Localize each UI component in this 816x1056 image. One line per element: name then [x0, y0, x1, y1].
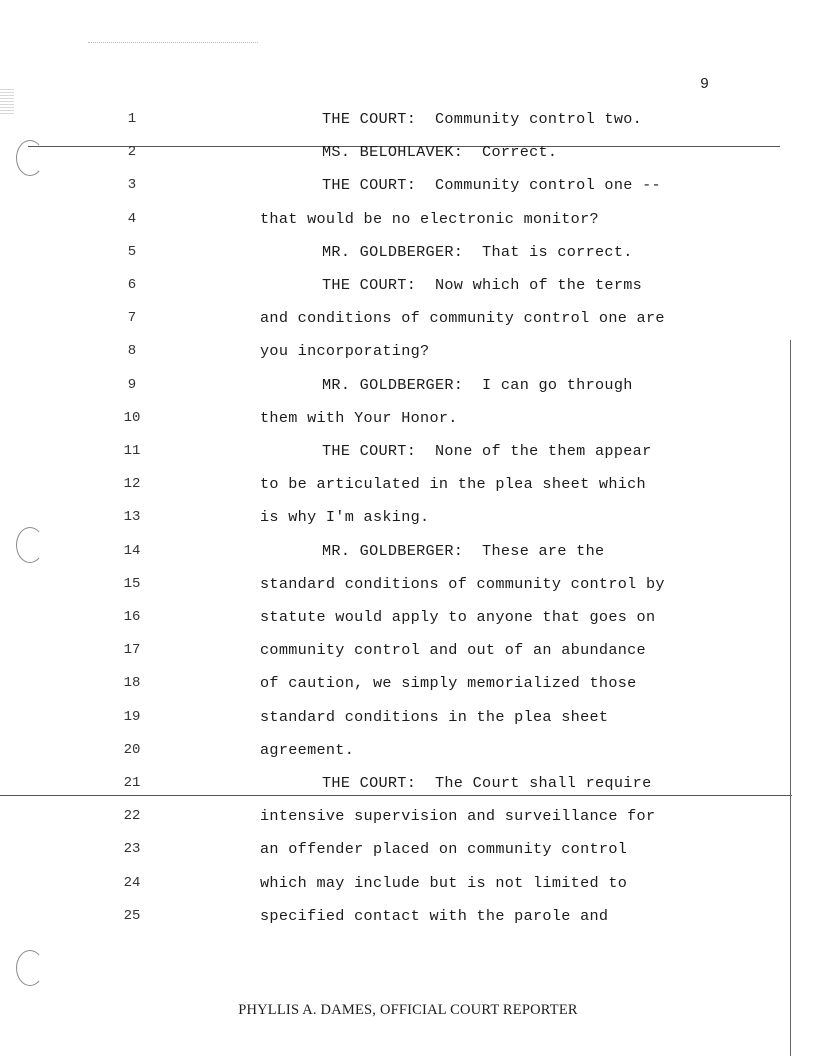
- speaker-line: MR. GOLDBERGER: I can go through: [322, 376, 633, 394]
- scan-artifact-mark: [0, 88, 14, 114]
- line-number: 18: [123, 675, 141, 691]
- speaker-line: THE COURT: The Court shall require: [322, 774, 652, 792]
- line-number: 6: [127, 277, 137, 293]
- line-number: 23: [123, 841, 141, 857]
- transcript-line: community control and out of an abundance: [260, 641, 646, 659]
- line-number: 22: [123, 808, 141, 824]
- transcript-line: statute would apply to anyone that goes on: [260, 608, 656, 626]
- line-number: 11: [123, 443, 141, 459]
- line-number: 1: [127, 111, 137, 127]
- speaker-line: THE COURT: Community control one --: [322, 176, 661, 194]
- page-number: 9: [700, 76, 710, 93]
- line-number: 9: [127, 377, 137, 393]
- horizontal-rule-bottom: [0, 795, 792, 796]
- line-number: 7: [127, 310, 137, 326]
- line-number: 16: [123, 609, 141, 625]
- line-number: 25: [123, 908, 141, 924]
- line-number: 4: [127, 211, 137, 227]
- line-number: 3: [127, 177, 137, 193]
- line-number: 14: [123, 543, 141, 559]
- transcript-line: an offender placed on community control: [260, 840, 628, 858]
- speaker-line: MR. GOLDBERGER: These are the: [322, 542, 605, 560]
- transcript-line: to be articulated in the plea sheet which: [260, 475, 646, 493]
- line-number: 2: [127, 144, 137, 160]
- transcript-line: them with Your Honor.: [260, 409, 458, 427]
- transcript-line: that would be no electronic monitor?: [260, 210, 599, 228]
- line-number: 21: [123, 775, 141, 791]
- punch-hole-middle: [16, 527, 44, 563]
- transcript-line: intensive supervision and surveillance for: [260, 807, 656, 825]
- scan-artifact-dots: [88, 42, 258, 43]
- transcript-line: agreement.: [260, 741, 355, 759]
- line-number: 13: [123, 509, 141, 525]
- speaker-line: MS. BELOHLAVEK: Correct.: [322, 143, 558, 161]
- line-number: 20: [123, 742, 141, 758]
- right-margin-rule: [790, 340, 791, 1056]
- line-number: 17: [123, 642, 141, 658]
- line-number: 12: [123, 476, 141, 492]
- transcript-line: which may include but is not limited to: [260, 874, 628, 892]
- line-number: 24: [123, 875, 141, 891]
- line-number: 15: [123, 576, 141, 592]
- line-number: 8: [127, 343, 137, 359]
- speaker-line: THE COURT: None of the them appear: [322, 442, 652, 460]
- transcript-line: specified contact with the parole and: [260, 907, 609, 925]
- transcript-line: you incorporating?: [260, 342, 430, 360]
- transcript-line: and conditions of community control one are: [260, 309, 665, 327]
- punch-hole-bottom: [16, 950, 44, 986]
- reporter-footer: PHYLLIS A. DAMES, OFFICIAL COURT REPORTER: [238, 1002, 578, 1018]
- speaker-line: MR. GOLDBERGER: That is correct.: [322, 243, 633, 261]
- line-number: 5: [127, 244, 137, 260]
- transcript-line: of caution, we simply memorialized those: [260, 674, 637, 692]
- transcript-line: standard conditions in the plea sheet: [260, 708, 609, 726]
- speaker-line: THE COURT: Now which of the terms: [322, 276, 643, 294]
- line-number: 19: [123, 709, 141, 725]
- line-number: 10: [123, 410, 141, 426]
- speaker-line: THE COURT: Community control two.: [322, 110, 643, 128]
- transcript-line: is why I'm asking.: [260, 508, 430, 526]
- transcript-line: standard conditions of community control by: [260, 575, 665, 593]
